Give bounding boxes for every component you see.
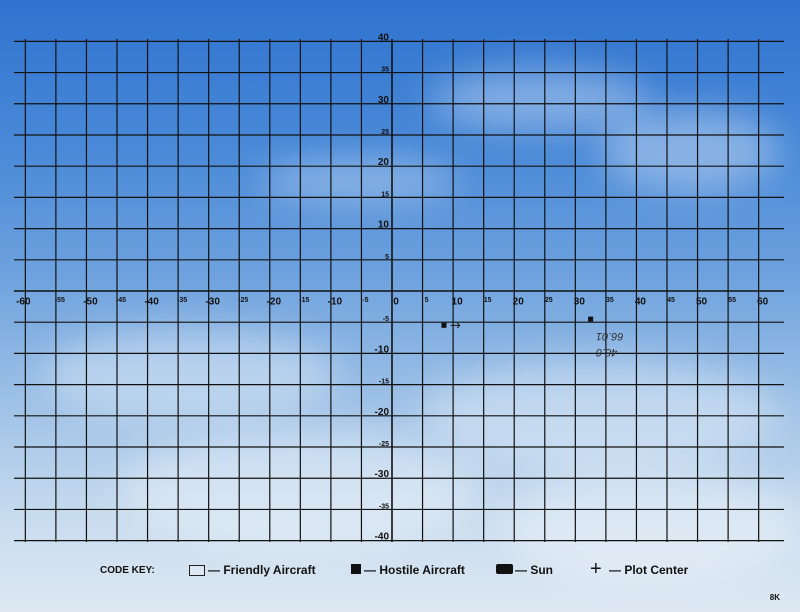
x-tick-label: 50 xyxy=(695,296,708,308)
x-tick-label: 40 xyxy=(634,296,647,308)
y-tick-label: 25 xyxy=(381,128,389,136)
x-tick-label: 25 xyxy=(544,297,553,304)
x-tick-label: 45 xyxy=(667,297,675,304)
x-tick-label: -5 xyxy=(362,297,369,304)
handwritten-note: 66.01 xyxy=(596,330,624,342)
plot-center-icon: + xyxy=(590,558,602,580)
y-tick-label: -20 xyxy=(374,406,389,418)
y-tick-label: 20 xyxy=(377,157,389,169)
y-tick-label: 10 xyxy=(377,219,389,231)
y-tick-label: -30 xyxy=(374,469,389,481)
y-tick-label: -35 xyxy=(378,503,389,511)
point-annotation: → xyxy=(449,318,461,334)
code-key xyxy=(0,560,800,580)
y-tick-label: -40 xyxy=(374,531,389,543)
x-tick-label: -25 xyxy=(238,297,249,304)
x-tick-label: 0 xyxy=(393,296,399,308)
hostile-aircraft-icon xyxy=(351,564,361,574)
y-tick-label: 15 xyxy=(381,191,389,199)
handwritten-note: 48.0 xyxy=(596,346,618,358)
x-tick-label: 20 xyxy=(512,296,524,308)
x-tick-label: 60 xyxy=(757,296,769,308)
y-tick-label: -10 xyxy=(374,344,389,356)
x-tick-label: 55 xyxy=(728,297,737,304)
sun-icon xyxy=(496,564,513,574)
code-key-item-sun: — Sun xyxy=(515,563,553,577)
x-tick-label: -30 xyxy=(205,296,220,308)
friendly-aircraft-icon xyxy=(189,565,205,576)
x-tick-label: 10 xyxy=(451,296,463,308)
y-tick-label: 30 xyxy=(377,94,389,106)
y-tick-label: 5 xyxy=(385,253,389,261)
code-key-item-hostile: — Hostile Aircraft xyxy=(364,563,465,577)
x-tick-label: 5 xyxy=(424,297,429,304)
x-tick-label: 15 xyxy=(483,297,492,304)
y-tick-label: -15 xyxy=(378,378,389,386)
x-tick-label: -40 xyxy=(144,296,159,308)
corner-mark: 8K xyxy=(769,593,780,602)
y-tick-label: 40 xyxy=(377,32,389,44)
code-key-item-friendly: — Friendly Aircraft xyxy=(208,563,316,577)
y-tick-label: 35 xyxy=(381,66,389,74)
x-tick-label: -35 xyxy=(177,297,188,304)
x-tick-label: -45 xyxy=(115,297,127,304)
y-tick-label: -5 xyxy=(382,316,389,324)
x-tick-label: -60 xyxy=(16,296,31,308)
y-tick-label: -25 xyxy=(378,441,389,449)
x-tick-label: -20 xyxy=(266,296,282,308)
code-key-item-plot-center: — Plot Center xyxy=(609,563,689,577)
x-tick-label: -55 xyxy=(54,297,65,304)
x-tick-label: -10 xyxy=(327,296,343,308)
x-tick-label: 30 xyxy=(573,296,585,308)
code-key-label: CODE KEY: xyxy=(100,565,155,576)
hostile-aircraft-point xyxy=(441,323,446,328)
x-tick-label: -15 xyxy=(299,297,310,304)
x-tick-label: 35 xyxy=(605,297,614,304)
x-tick-label: -50 xyxy=(83,296,98,308)
hostile-aircraft-point xyxy=(588,317,593,322)
